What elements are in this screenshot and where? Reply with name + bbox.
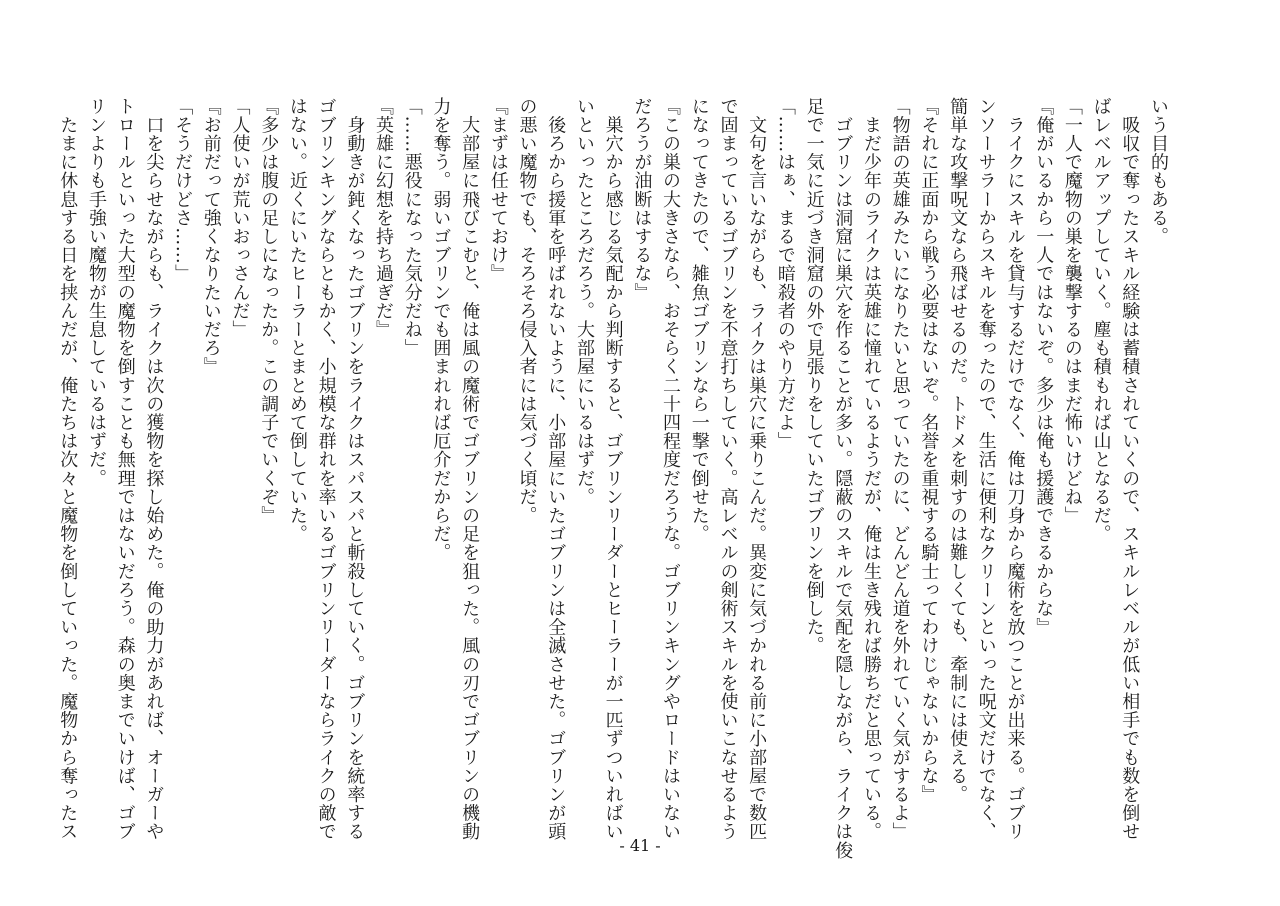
text-line: になってきたので、雑魚ゴブリンなら一撃で倒せた。	[688, 97, 710, 544]
text-line: 簡単な攻撃呪文なら飛ばせるのだ。トドメを刺すのは難しくても、牽制には使える。	[947, 97, 969, 804]
text-line: たまに休息する日を挟んだが、俺たちは次々と魔物を倒していった。魔物から奪ったス	[57, 97, 79, 841]
text-line: 「……悪役になった気分だね」	[401, 97, 423, 358]
text-line: 巣穴から感じる気配から判断すると、ゴブリンリーダーとヒーラーが一匹ずついればい	[602, 97, 624, 841]
text-line: ンソーサラーからスキルを奪ったので、生活に便利なクリーンといった呪文だけでなく、	[975, 97, 997, 841]
text-line: 力を奪う。弱いゴブリンでも囲まれれば厄介だからだ。	[430, 97, 452, 562]
text-line: リンよりも手強い魔物が生息しているはずだ。	[85, 97, 107, 488]
text-line: 『この巣の大きさなら、おそらく二十四程度だろうな。ゴブリンキングやロードはいない	[660, 97, 682, 841]
text-line: 身動きが鈍くなったゴブリンをライクはスパスパと斬殺していく。ゴブリンを統率する	[344, 97, 366, 841]
text-line: 「物語の英雄みたいになりたいと思っていたのに、どんどん道を外れていく気がするよ」	[889, 97, 911, 841]
text-line: 「一人で魔物の巣を襲撃するのはまだ怖いけどね」	[1061, 97, 1083, 525]
text-line: まだ少年のライクは英雄に憧れているようだが、俺は生き残れば勝ちだと思っている。	[860, 97, 882, 841]
text-line: の悪い魔物でも、そろそろ侵入者には気づく頃だ。	[516, 97, 538, 525]
text-line: で固まっているゴブリンを不意打ちしていく。高レベルの剣術スキルを使いこなせるよう	[717, 97, 739, 841]
text-line: 『多少は腹の足しになったか。この調子でいくぞ』	[258, 97, 280, 525]
text-line: 「人使いが荒いおっさんだ」	[229, 97, 251, 339]
text-line: はない。近くにいたヒーラーとまとめて倒していた。	[286, 97, 308, 544]
text-line: 「……はぁ、まるで暗殺者のやり方だよ」	[774, 97, 796, 451]
text-line: 大部屋に飛びこむと、俺は風の魔術でゴブリンの足を狙った。風の刃でゴブリンの機動	[459, 97, 481, 841]
text-line: トロールといった大型の魔物を倒すことも無理ではないだろう。森の奥までいけば、ゴブ	[114, 97, 136, 841]
text-line: ゴブリンキングならともかく、小規模な群れを率いるゴブリンリーダーならライクの敵で	[315, 97, 337, 841]
text-line: 「そうだけどさ……」	[172, 97, 194, 283]
text-line: ゴブリンは洞窟に巣穴を作ることが多い。隠蔽のスキルで気配を隠しながら、ライクは俊	[832, 97, 854, 860]
text-line: 『お前だって強くなりたいだろ』	[200, 97, 222, 376]
text-line: 『英雄に幻想を持ち過ぎだ』	[373, 97, 395, 339]
text-line: だろうが油断はするな』	[631, 97, 653, 302]
text-line: 『俺がいるから一人ではないぞ。多少は俺も援護できるからな』	[1033, 97, 1055, 637]
page-number: - 41 -	[619, 836, 661, 855]
text-line: 足で一気に近づき洞窟の外で見張りをしていたゴブリンを倒した。	[803, 97, 825, 655]
text-line: ばレベルアップしていく。塵も積もれば山となるだ。	[1090, 97, 1112, 544]
text-line: いう目的もある。	[1148, 97, 1169, 246]
text-line: 口を尖らせながらも、ライクは次の獲物を探し始めた。俺の助力があれば、オーガーや	[143, 97, 165, 841]
text-line: ライクにスキルを貸与するだけでなく、俺は刀身から魔術を放つことが出来る。ゴブリ	[1004, 97, 1026, 841]
text-line: 吸収で奪ったスキル経験は蓄積されていくので、スキルレベルが低い相手でも数を倒せ	[1119, 97, 1141, 841]
text-line: 文句を言いながらも、ライクは巣穴に乗りこんだ。異変に気づかれる前に小部屋で数匹	[746, 97, 768, 841]
text-line: 後ろから援軍を呼ばれないように、小部屋にいたゴブリンは全滅させた。ゴブリンが頭	[545, 97, 567, 841]
text-line: 『それに正面から戦う必要はないぞ。名誉を重視する騎士ってわけじゃないからな』	[918, 97, 940, 804]
text-line: 『まずは任せておけ』	[487, 97, 509, 283]
text-line: いといったところだろう。大部屋にいるはずだ。	[573, 97, 595, 507]
